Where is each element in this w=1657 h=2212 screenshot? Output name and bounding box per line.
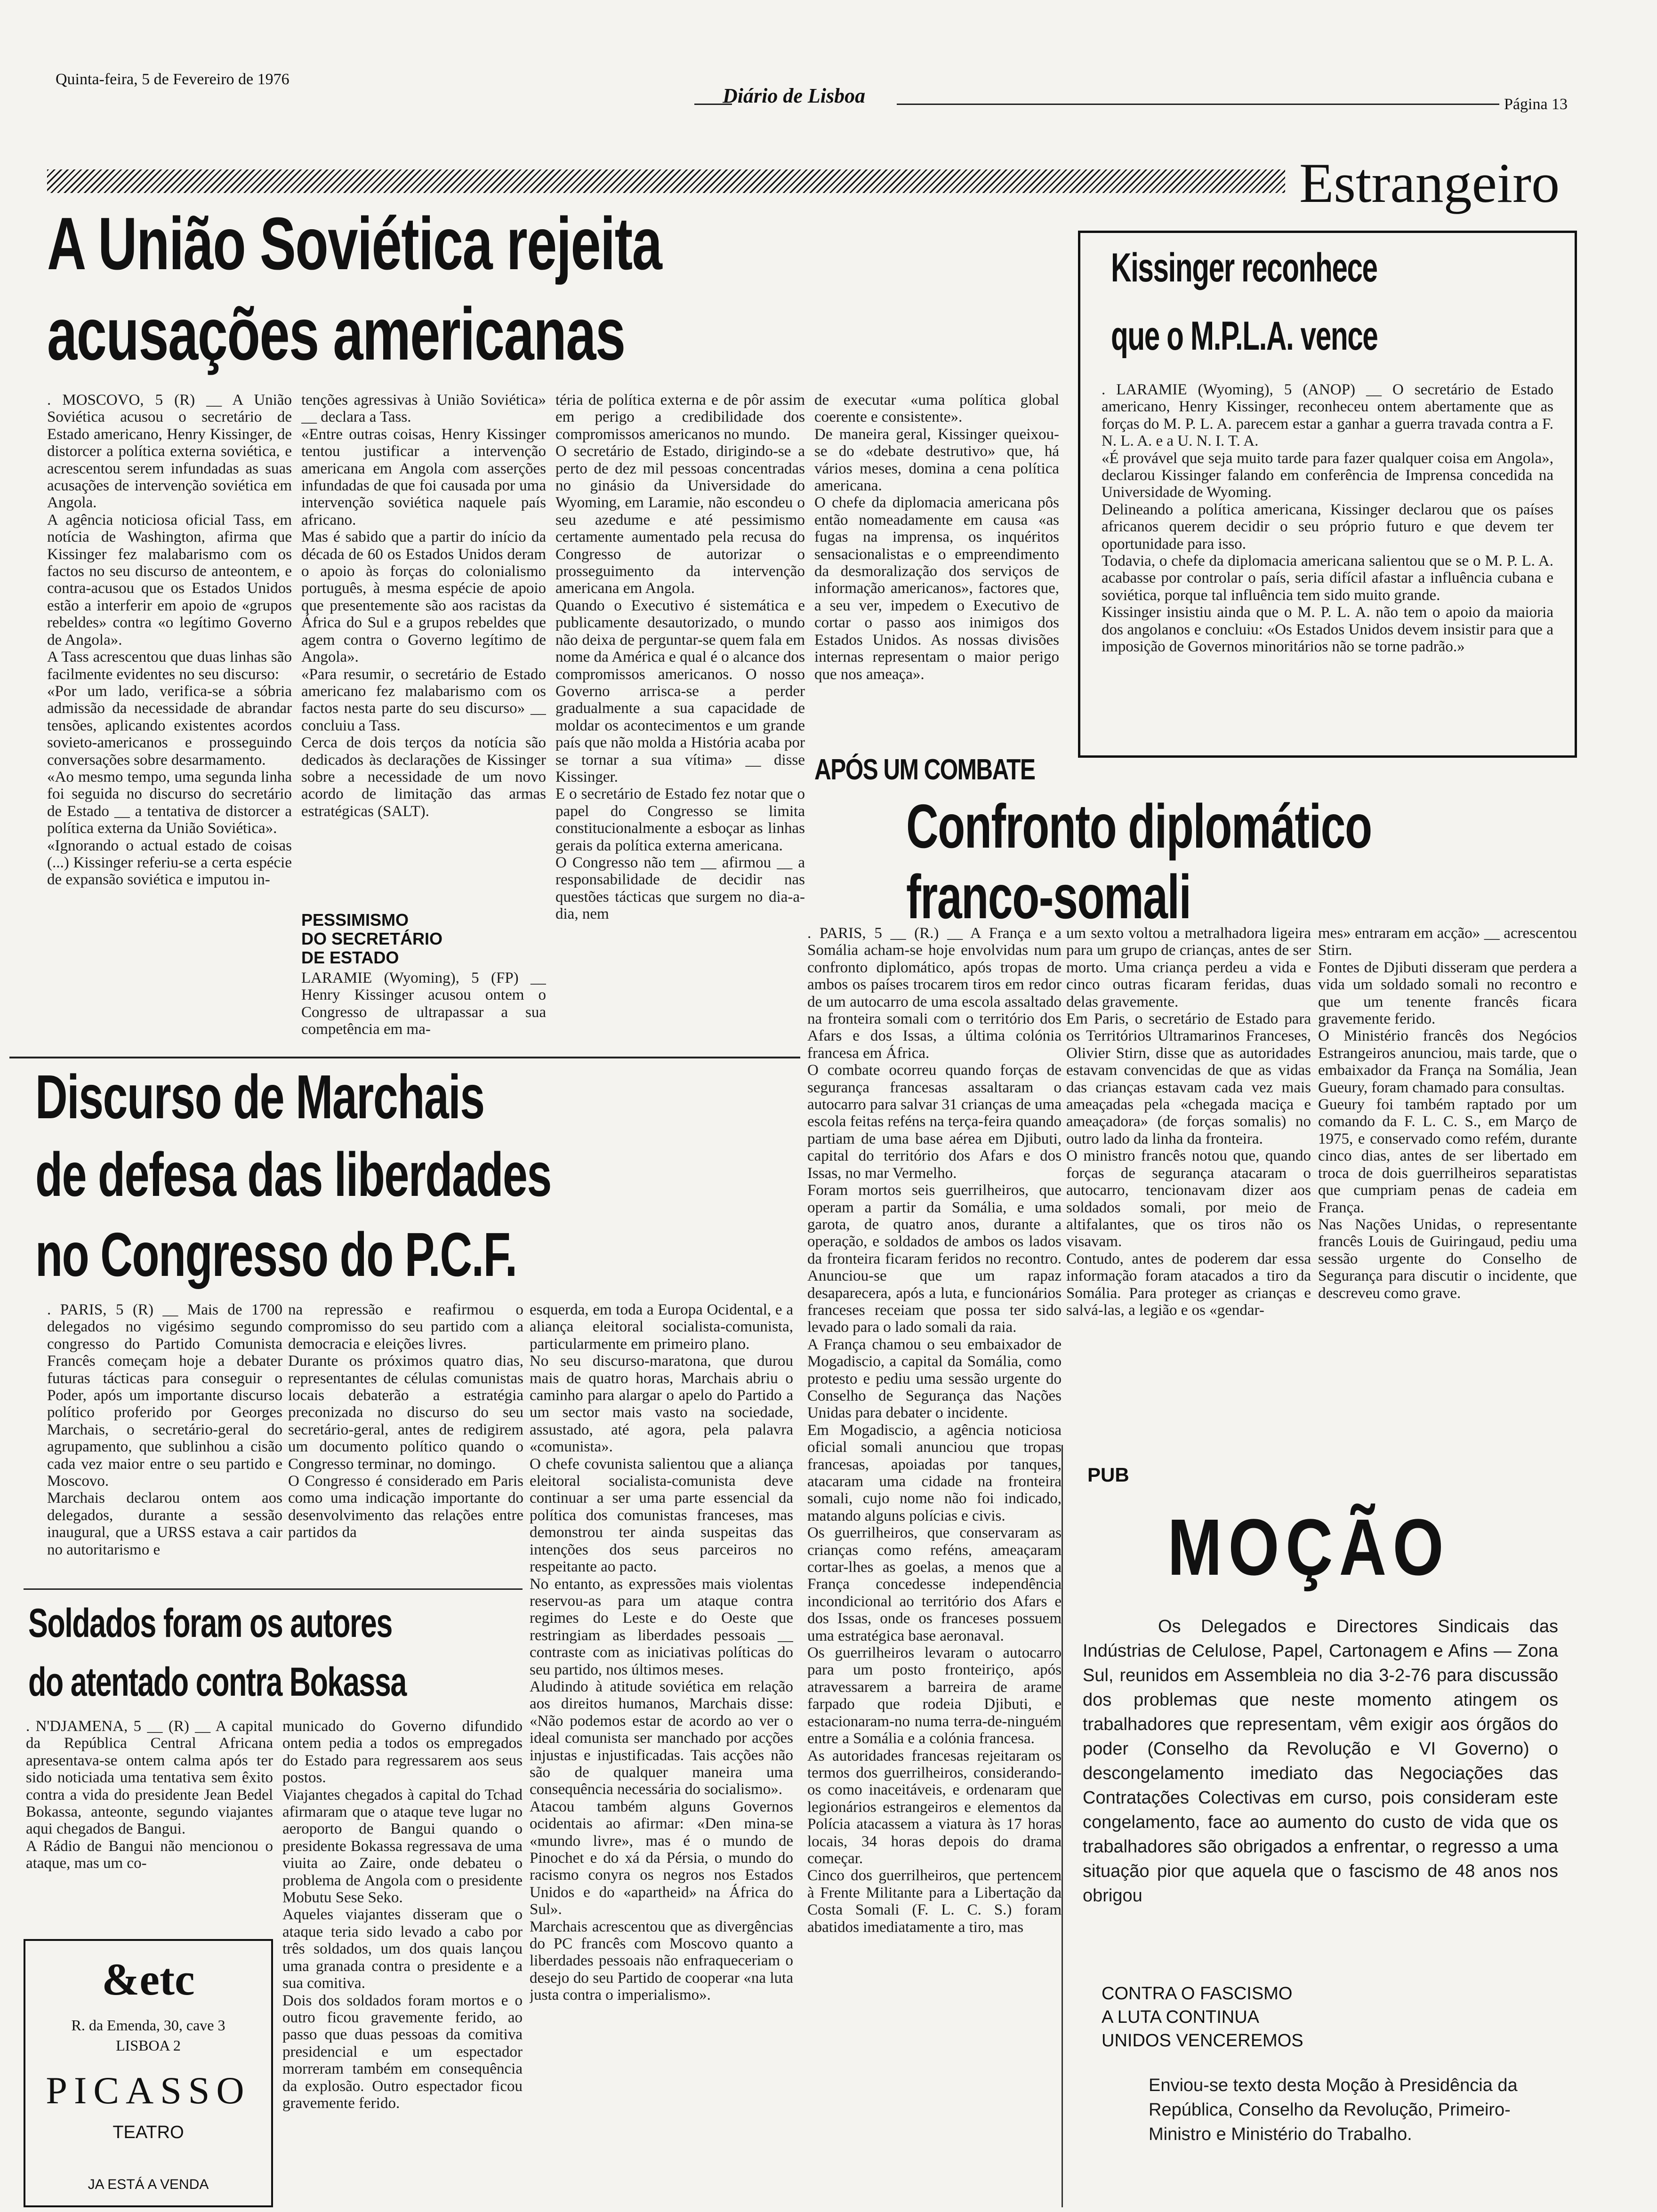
somali-headline-2: franco-somali bbox=[906, 862, 1191, 931]
soviet-headline-1: A União Soviética rejeita bbox=[47, 202, 662, 285]
etc-subtitle: TEATRO bbox=[113, 2123, 184, 2142]
etc-footer: JA ESTÁ A VENDA bbox=[88, 2177, 209, 2192]
marchais-col-2: na repressão e reafirmou o compromisso do seu partido com a democracia e eleições livres. Durante os próximos quatro dias, representantes de células comunistas locais debaterão a estratégia preconizada no discurso do seu secretário-geral, antes de redigirem um documento político quando o Congresso terminar, no domingo. O Congresso é considerado em Paris como uma indicação importante do desenvolvimento das relações entre partidos da bbox=[288, 1301, 523, 1541]
mocao-title: MOÇÃO bbox=[1167, 1503, 1450, 1592]
mocao-pub-label: PUB bbox=[1087, 1464, 1129, 1486]
somali-col-2: um sexto voltou a metralhadora ligeira para um grupo de crianças, antes de ser morto. Uma criança perdeu a vida e cinco outras ficaram feridas, duas delas gravemente. Em Paris, o secretário de Estado para os Territórios Ultramarinos Franceses, Olivier Stirn, disse que as autoridades estavam convencidas de que as vidas das crianças estavam cada vez mais ameaçadas pela «chegada maciça e ameaçadora» (de forças somalis) no outro lado da linha da fronteira. O ministro francês notou que, quando forças de segurança atacaram o autocarro, tencionavam dizer aos soldados somali, por meio de altifalantes, que os tiros não os visavam. Contudo, antes de poderem dar essa informação foram atacados a tiro da Somália. Para proteger as crianças e salvá-las, a legião e os «gendar- bbox=[1066, 925, 1311, 1319]
page-number: Página 13 bbox=[1504, 96, 1568, 113]
marchais-headline-2: de defesa das liberdades bbox=[35, 1140, 551, 1209]
etc-logo: &etc bbox=[102, 1954, 195, 2004]
somali-headline-1: Confronto diplomático bbox=[906, 792, 1372, 861]
bokassa-col-1: . N'DJAMENA, 5 __ (R) __ A capital da República Central Africana apresentava-se ontem calma após ter sido noticiada uma tentativa sem êxito contra a vida do presidente Jean Bedel Bokassa, anteonte, segundo viajantes aqui chegados de Bangui. A Rádio de Bangui não mencionou o ataque, mas um co- bbox=[26, 1718, 273, 1872]
header-rule-right bbox=[897, 104, 1499, 105]
marchais-col-3: esquerda, em toda a Europa Ocidental, e a aliança eleitoral socialista-comunista, particularmente em primeiro plano. No seu discurso-maratona, que durou mais de quatro horas, Marchais abriu o caminho para alargar o apelo do Partido a um sector mais vasto na sociedade, assustado, até agora, pela palavra «comunista». O chefe covunista salientou que a aliança eleitoral socialista-comunista deve continuar a ser uma parte essencial da política dos comunistas franceses, mas demonstrou ter ainda suspeitas das intenções dos seus parceiros no respeitante ao pacto. No entanto, as expressões mais violentas reservou-as para um ataque contra regimes do Leste e do Oeste que restringiam as liberdades pessoais __ contraste com as iniciativas políticas do seu partido, nos últimos meses. Aludindo à atitude soviética em relação aos direitos humanos, Marchais disse: «Não podemos estar de acordo ao ver o ideal comunista ser manchado por acções injustas e injustificadas. Tais acções não são de qualquer maneira uma consequência necessária do socialismo». Atacou também alguns Governos ocidentais ao afirmar: «Den mina-se «mundo livre», mas é o mundo de Pinochet e do xá da Pérsia, o mundo do racismo conyra os negros nos Estados Unidos e do «apartheid» na África do Sul». Marchais acrescentou que as divergências do PC francês com Moscovo quanto a liberdades pessoais não enfraqueceriam o desejo do seu Partido de cooperar «na luta justa contra o imperialismo». bbox=[530, 1301, 793, 2004]
etc-title: PICASSO bbox=[46, 2069, 251, 2112]
marchais-headline-1: Discurso de Marchais bbox=[35, 1062, 484, 1131]
soviet-col-4: de executar «uma política global coerente e consistente». De maneira geral, Kissinger queixou-se do «debate destrutivo» que, há vários meses, domina a cena política americana. O chefe da diplomacia americana pôs então nomeadamente em causa «as fugas na imprensa, os inquéritos sensacionalistas e o empreendimento da desmoralização dos serviços de informação americanos», factores que, a seu ver, impedem o Executivo de cortar o passo aos inimigos dos Estados Unidos. As nossas divisões internas representam o maior perigo que nos ameaça». bbox=[814, 392, 1059, 683]
mocao-slogan-3: UNIDOS VENCEREMOS bbox=[1102, 2031, 1303, 2051]
soviet-subhead: PESSIMISMO DO SECRETÁRIO DE ESTADO bbox=[301, 910, 443, 967]
header-date: Quinta-feira, 5 de Fevereiro de 1976 bbox=[56, 71, 290, 88]
kissinger-headline-2: que o M.P.L.A. vence bbox=[1111, 313, 1378, 359]
masthead: Diário de Lisboa bbox=[723, 84, 866, 107]
section-hatch-bar bbox=[47, 169, 1285, 193]
soviet-col-1: . MOSCOVO, 5 (R) __ A União Soviética acusou o secretário de Estado americano, Henry Kissinger, de distorcer a política externa soviética, e acrescentou serem infundadas as suas acusações de intervenção soviética em Angola. A agência noticiosa oficial Tass, em notícia de Washington, afirma que Kissinger fez malabarismo com os factos no seu discurso de anteontem, e contra-acusou que os Estados Unidos estão a interferir em apoio de «grupos rebeldes» contra «o legítimo Governo de Angola». A Tass acrescentou que duas linhas são facilmente evidentes no seu discurso: «Por um lado, verifica-se a sóbria admissão da necessidade de abrandar tensões, aplicando existentes acordos sovieto-americanos e prosseguindo conversações sobre desarmamento. «Ao mesmo tempo, uma segunda linha foi seguida no discurso do secretário de Estado __ a tentativa de distorcer a política externa da União Soviética». «Ignorando o actual estado de coisas (...) Kissinger referiu-se a certa espécie de expansão soviética e imputou in- bbox=[47, 392, 292, 889]
bokassa-top-rule bbox=[24, 1588, 523, 1590]
somali-kicker: APÓS UM COMBATE bbox=[814, 753, 1035, 786]
marchais-headline-3: no Congresso do P.C.F. bbox=[35, 1220, 517, 1289]
soviet-col-2b: LARAMIE (Wyoming), 5 (FP) __ Henry Kissinger acusou ontem o Congresso de ultrapassar a sua competência em ma- bbox=[301, 970, 546, 1038]
soviet-col-2: tenções agressivas à União Soviética» __ declara a Tass. «Entre outras coisas, Henry Kissinger tentou justificar a intervenção americana em Angola com asserções infundadas de que foi causada por uma intervenção soviética naquele país africano. Mas é sabido que a partir do início da década de 60 os Estados Unidos deram o apoio às forças do colonialismo português, à mesma espécie de apoio que presentemente são aos racistas da África do Sul e a grupos rebeldes que agem contra o Governo legítimo de Angola». «Para resumir, o secretário de Estado americano fez malabarismo com os factos nesta parte do seu discurso» __ concluiu a Tass. Cerca de dois terços da notícia são dedicados às declarações de Kissinger sobre a necessidade de um novo acordo de limitação das armas estratégicas (SALT). bbox=[301, 392, 546, 820]
somali-col-1: . PARIS, 5 __ (R.) __ A França e a Somália acham-se hoje envolvidas num confronto diplomático, após tropas de ambos os países trocarem tiros em redor de um autocarro de uma escola assaltado na fronteira somali com o território dos Afars e dos Issas, a última colónia francesa em África. O combate ocorreu quando forças de segurança francesas assaltaram o autocarro para salvar 31 crianças de uma escola feitas reféns na terça-feira quando partiam de uma base aérea em Djibuti, capital do território dos Afars e dos Issas, no mar Vermelho. Foram mortos seis guerrilheiros, que operam a partir da Somália, e uma garota, de quatro anos, durante a operação, e soldados de ambos os lados da fronteira ficaram feridos no recontro. Anunciou-se que um rapaz desaparecera, após a luta, e funcionários franceses receiam que possa ter sido levado para o lado somali da raia. A França chamou o seu embaixador de Mogadiscio, a capital da Somália, como protesto e pediu uma sessão urgente do Conselho de Segurança das Nações Unidas para debater o incidente. Em Mogadiscio, a agência noticiosa oficial somali anunciou que tropas francesas, apoiadas por tanques, atacaram uma cidade na fronteira somali, cujo nome não foi indicado, matando alguns polícias e civis. Os guerrilheiros, que conservaram as crianças como reféns, ameaçaram cortar-lhes as goelas, a menos que a França concedesse independência incondicional ao território dos Afars e dos Issas, onde os franceses possuem uma estratégica base aeronaval. Os guerrilheiros levaram o autocarro para um posto fronteiriço, após atravessarem a barreira de arame farpado que rodeia Djibuti, e estacionaram-no numa terra-de-ninguém entre a Somália e a colónia francesa. As autoridades francesas rejeitaram os termos dos guerrilheiros, considerando-os como inaceitáveis, e ordenaram que legionários estrangeiros e elementos da Polícia atacassem a viatura às 17 horas locais, 34 horas depois do drama começar. Cinco dos guerrilheiros, que pertencem à Frente Militante para a Libertação da Costa Somali (F. L. C. S.) foram abatidos imediatamente a tiro, mas bbox=[807, 925, 1062, 1936]
kissinger-body: . LARAMIE (Wyoming), 5 (ANOP) __ O secretário de Estado americano, Henry Kissinger, reconheceu ontem abertamente que as forças do M. P. L. A. parecem estar a ganhar a guerra travada contra a F. N. L. A. e a U. N. I. T. A. «É provável que seja muito tarde para fazer qualquer coisa em Angola», declarou Kissinger falando em conferência de Imprensa concedida na Universidade de Wyoming. Delineando a política americana, Kissinger declarou que os países africanos querem decidir o seu próprio futuro e que devem ter oportunidade para isso. Todavia, o chefe da diplomacia americana salientou que se o M. P. L. A. acabasse por controlar o país, seria difícil afastar a influência cubana e soviética, porque tal influência tem sido muito grande. Kissinger insistiu ainda que o M. P. L. A. não tem o apoio da maioria dos angolanos e concluiu: «Os Estados Unidos devem insistir para que a imposição de Governos minoritários não se torne padrão.» bbox=[1102, 381, 1553, 656]
mocao-body: Os Delegados e Directores Sindicais das Indústrias de Celulose, Papel, Cartonagem e Afins — Zona Sul, reunidos em Assembleia no dia 3-2-76 para discussão dos problemas que neste momento atingem os trabalhadores que representam, vêm exigir aos órgãos do poder (Conselho da Revolução e VI Governo) o descongelamento imediato das Negociações das Contratações Colectivas em curso, pois consideram este congelamento, face ao aumento do custo de vida que os trabalhadores são obrigados a enfrentar, o regresso a uma situação pior que aquela que o fascismo de 48 anos nos obrigou bbox=[1083, 1617, 1558, 1906]
marchais-col-1: . PARIS, 5 (R) __ Mais de 1700 delegados no vigésimo segundo congresso do Partido Comunista Francês começam hoje a debater futuras tácticas para conseguir o Poder, após um importante discurso político proferido por Georges Marchais, o secretário-geral do agrupamento, que sublinhou a cisão cada vez maior entre o seu partido e Moscovo. Marchais declarou ontem aos delegados, durante a sessão inaugural, que a URSS estava a cair no autoritarismo e bbox=[47, 1301, 282, 1558]
somali-col-3: mes» entraram em acção» __ acrescentou Stirn. Fontes de Djibuti disseram que perdera a vida um soldado somali no recontro e que um tenente francês ficara gravemente ferido. O Ministério francês dos Negócios Estrangeiros anunciou, mais tarde, que o embaixador da França na Somália, Jean Gueury, foram chamado para consultas. Gueury foi também raptado por um comando da F. L. C. S., em Março de 1975, e conservado como refém, durante cinco dias, antes de ser libertado em troca de dois guerrilheiros separatistas que cumpriam penas de cadeia em França. Nas Nações Unidas, o representante francês Louis de Guiringaud, pediu uma sessão urgente do Conselho de Segurança para discutir o incidente, que descreveu como grave. bbox=[1318, 925, 1577, 1302]
bokassa-col-2: municado do Governo difundido ontem pedia a todos os empregados do Estado para regressarem aos seus postos. Viajantes chegados à capital do Tchad afirmaram que o ataque teve lugar no aeroporto de Bangui quando o presidente Bokassa regressava de uma viuita ao Zaire, onde debateu o problema de Angola com o presidente Mobutu Sese Seko. Aqueles viajantes disseram que o ataque teria sido levado a cabo por três soldados, um dos quais lançou uma granada contra o presidente e a sua comitiva. Dois dos soldados foram mortos e o outro ficou gravemente ferido, ao passo que duas pessoas da comitiva presidencial e um espectador morreram também em consequência da explosão. Outro espectador ficou gravemente ferido. bbox=[282, 1718, 523, 2112]
kissinger-headline-1: Kissinger reconhece bbox=[1111, 245, 1377, 290]
bokassa-headline-2: do atentado contra Bokassa bbox=[28, 1659, 406, 1705]
soviet-headline-2: acusações americanas bbox=[47, 293, 625, 376]
soviet-col-3: téria de política externa e de pôr assim em perigo a credibilidade dos compromissos americanos no mundo. O secretário de Estado, dirigindo-se a perto de dez mil pessoas concentradas no ginásio da Universidade do Wyoming, em Laramie, não escondeu o seu azedume e até pessimismo certamente aumentado pela recusa do Congresso de autorizar o prosseguimento da intervenção americana em Angola. Quando o Executivo é sistemática e publicamente desautorizado, o mundo não deixa de perguntar-se quem fala em nome da América e qual é o alcance dos compromissos americanos. O nosso Governo arrisca-se a perder gradualmente a sua capacidade de moldar os acontecimentos e um grande país que não molda a História acaba por se tornar a sua vítima» __ disse Kissinger. E o secretário de Estado fez notar que o papel do Congresso se limita constitucionalmente a esboçar as linhas gerais da política externa americana. O Congresso não tem __ afirmou __ a responsabilidade de decidir nas questões tácticas que surgem no dia-a-dia, nem bbox=[555, 392, 805, 923]
mocao-slogan-2: A LUTA CONTINUA bbox=[1102, 2007, 1260, 2027]
etc-address-2: LISBOA 2 bbox=[116, 2037, 181, 2054]
section-title: Estrangeiro bbox=[1299, 152, 1560, 214]
marchais-top-rule bbox=[9, 1057, 800, 1058]
mocao-slogan-1: CONTRA O FASCISMO bbox=[1102, 1984, 1293, 2004]
bokassa-headline-1: Soldados foram os autores bbox=[28, 1601, 392, 1646]
etc-address-1: R. da Emenda, 30, cave 3 bbox=[71, 2017, 225, 2034]
mocao-footer: Enviou-se texto desta Moção à Presidência da República, Conselho da Revolução, Primeiro-Ministro e Ministério do Trabalho. bbox=[1149, 2076, 1518, 2144]
